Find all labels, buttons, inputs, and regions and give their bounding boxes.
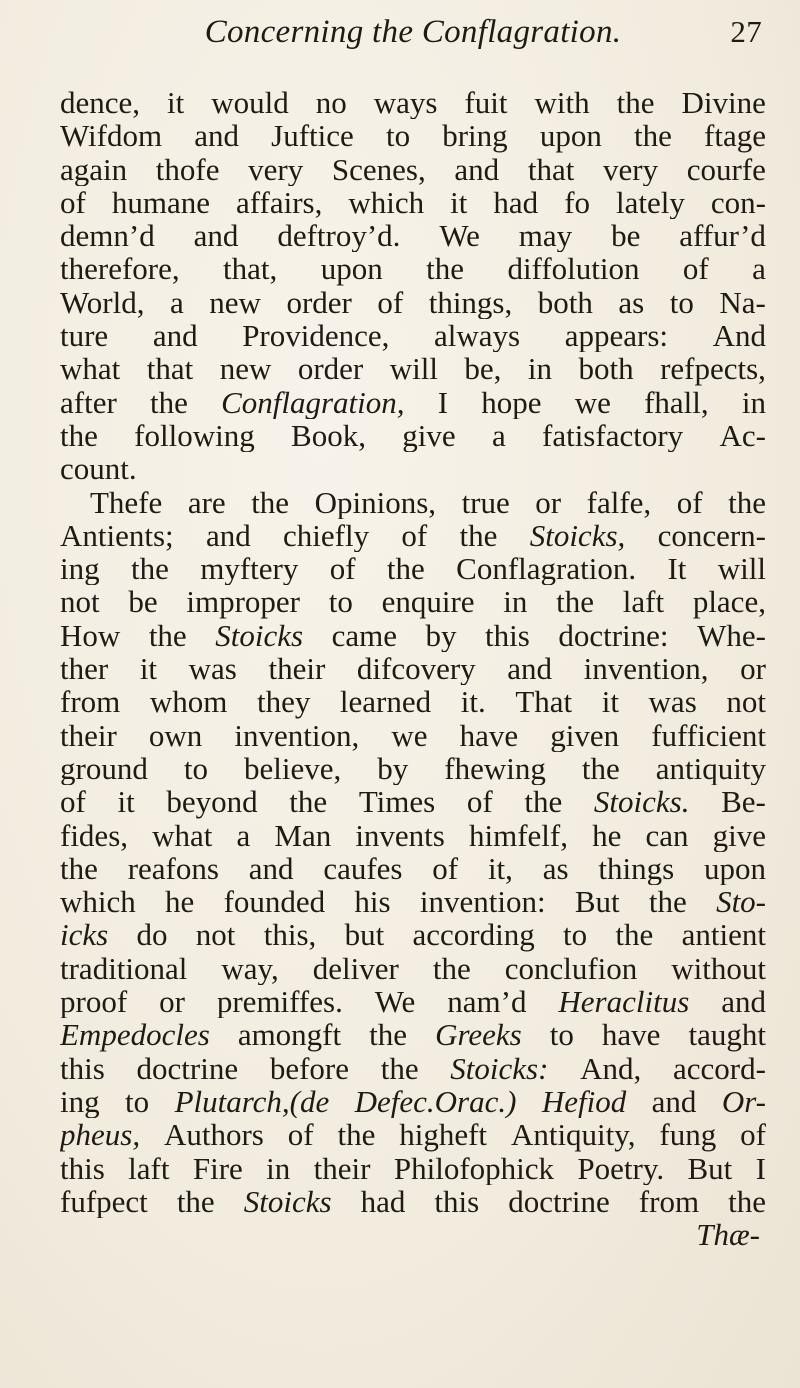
text-line: fides, what a Man invents himfelf, he can give [60,818,766,852]
text-line: from whom they learned it. That it was not [60,685,766,719]
text-line: their own invention, we have given fufficient [60,718,766,752]
text-line: Antients; and chiefly of the Stoicks, concern- [60,518,766,553]
running-head [60,14,766,72]
text-line: the reafons and caufes of it, as things upon [60,851,766,886]
text-line: ture and Providence, always appears: And [60,319,766,353]
text-line: after the Conflagration, I hope we fhall, in [60,385,766,419]
text-line: demn’d and deftroy’d. We may be affur’d [60,219,766,253]
text-line: How the Stoicks came by this doctrine: Whe- [60,618,766,653]
text-line: ing the myftery of the Conflagration. It will [60,552,766,586]
text-line: Empedocles amongft the Greeks to have taught [60,1018,766,1052]
text-line: pheus, Authors of the higheft Antiquity, fung of [60,1118,766,1152]
page-number: 27 [730,14,762,49]
body-text [60,86,766,1251]
text-line: therefore, that, upon the diffolution of a [60,252,766,286]
text-line: ther it was their difcovery and invention, or [60,652,766,686]
text-line: this laft Fire in their Philofophick Poetry. But I [60,1151,766,1185]
text-line: the following Book, give a fatisfactory Ac- [60,418,766,453]
text-line: World, a new order of things, both as to Na- [60,285,766,320]
text-line: again thofe very Scenes, and that very courfe [60,152,766,186]
text-line: not be improper to enquire in the laft place, [60,585,766,619]
text-line: of humane affairs, which it had fo lately con- [60,185,766,220]
text-line: proof or premiffes. We nam’d Heraclitus and [60,985,766,1019]
text-line: count. [60,452,137,486]
text-line: ground to believe, by fhewing the antiquity [60,751,766,786]
text-line: Wifdom and Juftice to bring upon the ftage [60,119,766,153]
text-line: ing to Plutarch,(de Defec.Orac.) Hefiod and Or- [60,1084,766,1119]
running-head-title: Concerning the Conflagration. [204,14,622,50]
text-line: of it beyond the Times of the Stoicks. Be- [60,785,766,819]
text-line: traditional way, deliver the conclufion without [60,951,766,986]
text-line: what that new order will be, in both refpects, [60,352,766,386]
text-line: Thæ- [696,1218,760,1252]
text-line: this doctrine before the Stoicks: And, accord- [60,1051,766,1085]
text-line: fufpect the Stoicks had this doctrine from the [60,1184,766,1219]
text-line: which he founded his invention: But the Sto- [60,885,766,919]
text-line: icks do not this, but according to the antient [60,918,766,952]
text-line: dence, it would no ways fuit with the Divine [60,86,766,120]
text-line: Thefe are the Opinions, true or falfe, of the [90,485,766,519]
